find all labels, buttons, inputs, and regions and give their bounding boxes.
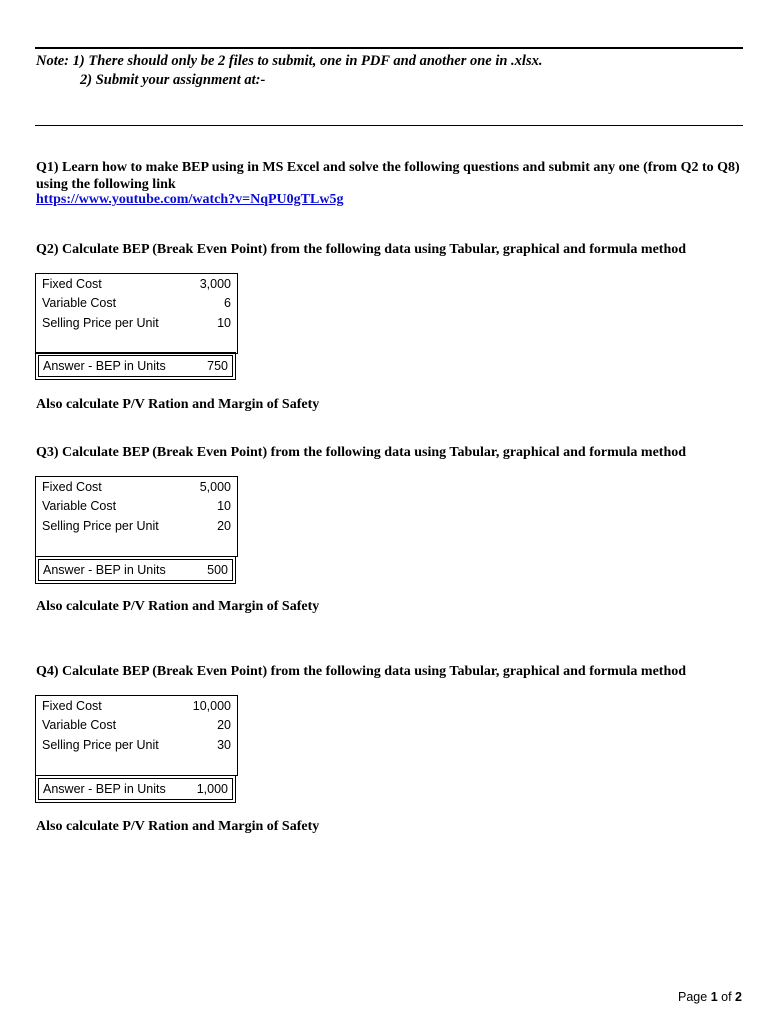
row-value: 20 — [217, 718, 231, 732]
q4-title: Q4) Calculate BEP (Break Even Point) from the following data using Tabular, graphical and formula method — [36, 664, 687, 679]
row-label: Selling Price per Unit — [42, 519, 159, 533]
note-bottom-rule — [35, 125, 743, 126]
q4-data-table — [35, 695, 238, 776]
q2-title: Q2) Calculate BEP (Break Even Point) from the following data using Tabular, graphical and formula method — [36, 242, 687, 257]
q2-row-fixed-cost — [42, 275, 231, 293]
q2-row-variable-cost — [42, 294, 231, 312]
q3-followup: Also calculate P/V Ration and Margin of Safety — [36, 599, 320, 614]
q4-answer-box — [35, 775, 236, 803]
row-label: Fixed Cost — [42, 277, 102, 291]
q2-answer-inner — [38, 355, 233, 377]
q2-answer-box — [35, 352, 236, 380]
row-value: 10 — [217, 316, 231, 330]
q3-row-selling-price — [42, 517, 231, 535]
row-label: Selling Price per Unit — [42, 738, 159, 752]
page-number — [678, 990, 742, 1004]
answer-label: Answer - BEP in Units — [43, 359, 166, 373]
q3-answer-inner — [38, 559, 233, 581]
q1-text-line-1: Q1) Learn how to make BEP using in MS Excel and solve the following questions and submit any one (from Q2 to Q8) — [36, 160, 740, 175]
q3-title: Q3) Calculate BEP (Break Even Point) from the following data using Tabular, graphical and formula method — [36, 445, 687, 460]
row-label: Fixed Cost — [42, 699, 102, 713]
q3-row-variable-cost — [42, 497, 231, 515]
row-value: 3,000 — [199, 277, 231, 291]
q2-followup: Also calculate P/V Ration and Margin of Safety — [36, 397, 320, 412]
current-page: 1 — [710, 990, 718, 1004]
row-value: 30 — [217, 738, 231, 752]
q3-answer-box — [35, 556, 236, 584]
q3-row-fixed-cost — [42, 478, 231, 496]
answer-value: 750 — [207, 359, 228, 373]
q4-followup: Also calculate P/V Ration and Margin of Safety — [36, 819, 320, 834]
note-line-2: 2) Submit your assignment at:- — [80, 72, 266, 88]
row-value: 20 — [217, 519, 231, 533]
answer-value: 1,000 — [196, 782, 228, 796]
q4-row-fixed-cost — [42, 697, 231, 715]
q4-row-selling-price — [42, 736, 231, 754]
row-label: Fixed Cost — [42, 480, 102, 494]
answer-value: 500 — [207, 563, 228, 577]
youtube-link[interactable]: https://www.youtube.com/watch?v=NqPU0gTLw5g — [36, 192, 344, 207]
row-value: 10,000 — [192, 699, 231, 713]
row-value: 6 — [224, 296, 231, 310]
page-word: Page — [678, 990, 708, 1004]
q1-text-line-2: using the following link — [36, 177, 176, 192]
q2-data-table — [35, 273, 238, 354]
top-rule — [35, 47, 743, 49]
q4-answer-inner — [38, 778, 233, 800]
q3-data-table — [35, 476, 238, 557]
of-word: of — [721, 990, 732, 1004]
q2-row-selling-price — [42, 314, 231, 332]
row-value: 10 — [217, 499, 231, 513]
answer-label: Answer - BEP in Units — [43, 782, 166, 796]
answer-label: Answer - BEP in Units — [43, 563, 166, 577]
row-label: Variable Cost — [42, 718, 117, 732]
row-value: 5,000 — [199, 480, 231, 494]
note-line-1: Note: 1) There should only be 2 files to submit, one in PDF and another one in .xlsx. — [36, 53, 543, 69]
row-label: Variable Cost — [42, 296, 117, 310]
row-label: Variable Cost — [42, 499, 117, 513]
row-label: Selling Price per Unit — [42, 316, 159, 330]
q4-row-variable-cost — [42, 716, 231, 734]
total-pages: 2 — [735, 990, 742, 1004]
